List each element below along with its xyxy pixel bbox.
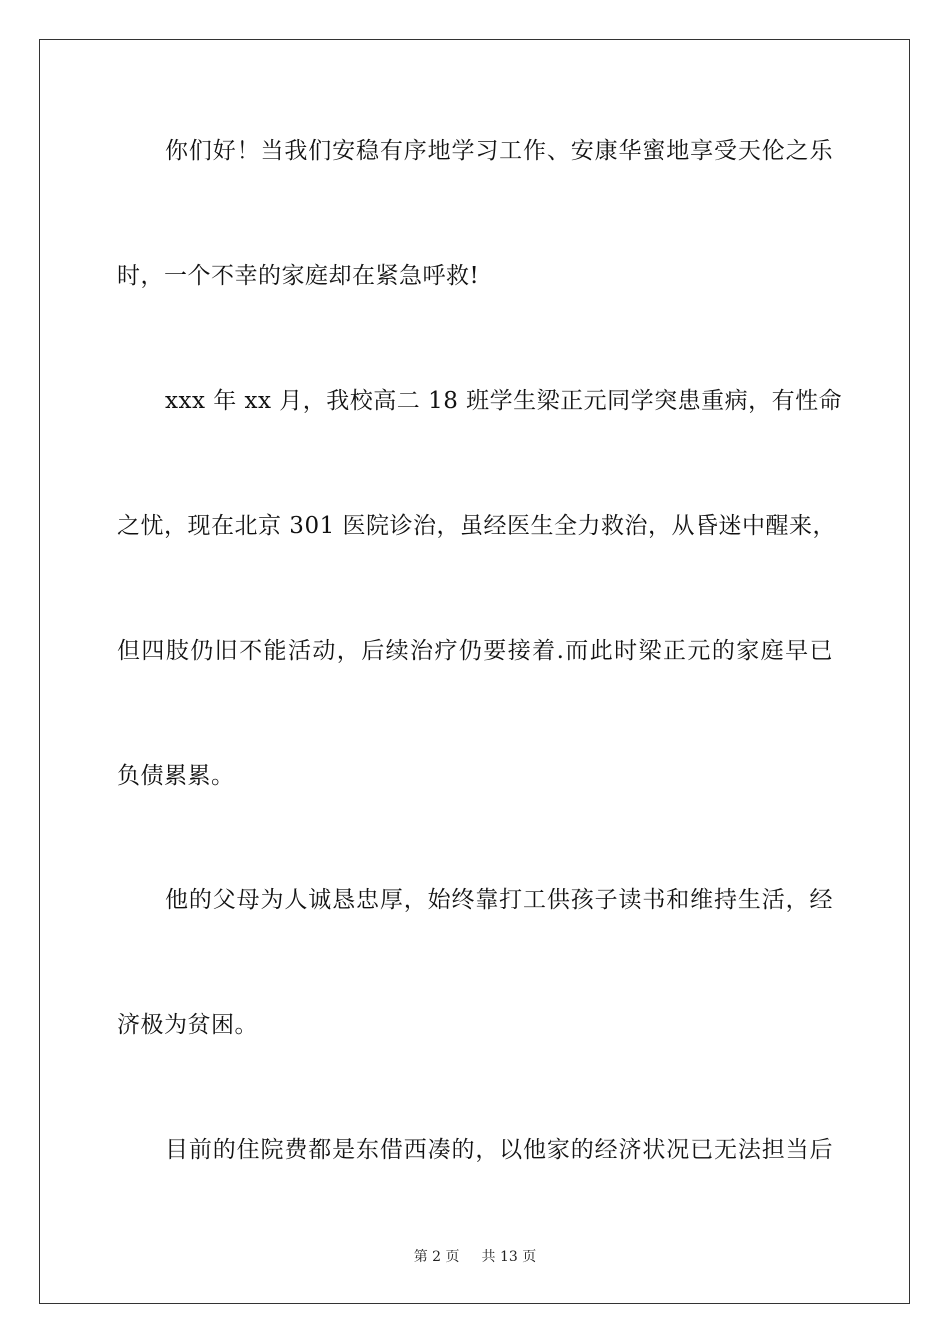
paragraph-1-line-2: 时，一个不幸的家庭却在紧急呼救! (117, 263, 480, 289)
paragraph-2-line-2: 之忧，现在北京 301 医院诊治，虽经医生全力救治，从昏迷中醒来， (117, 513, 837, 539)
paragraph-2-line-4: 负债累累。 (117, 763, 235, 789)
page-total: 共 13 页 (481, 1249, 537, 1265)
paragraph-4-line-1: 目前的住院费都是东借西凑的，以他家的经济状况已无法担当后 (165, 1137, 833, 1163)
paragraph-1-line-1: 你们好！当我们安稳有序地学习工作、安康华蜜地享受天伦之乐 (165, 138, 833, 164)
paragraph-2-line-1: xxx 年 xx 月，我校高二 18 班学生梁正元同学突患重病，有性命 (165, 388, 843, 414)
paragraph-2-line-3: 但四肢仍旧不能活动，后续治疗仍要接着.而此时梁正元的家庭早已 (117, 638, 833, 664)
page-frame (39, 39, 910, 1304)
page-number: 第 2 页 (413, 1249, 460, 1265)
paragraph-3-line-1: 他的父母为人诚恳忠厚，始终靠打工供孩子读书和维持生活，经 (165, 887, 833, 913)
paragraph-3-line-2: 济极为贫困。 (117, 1012, 258, 1038)
page-footer (0, 1248, 950, 1266)
